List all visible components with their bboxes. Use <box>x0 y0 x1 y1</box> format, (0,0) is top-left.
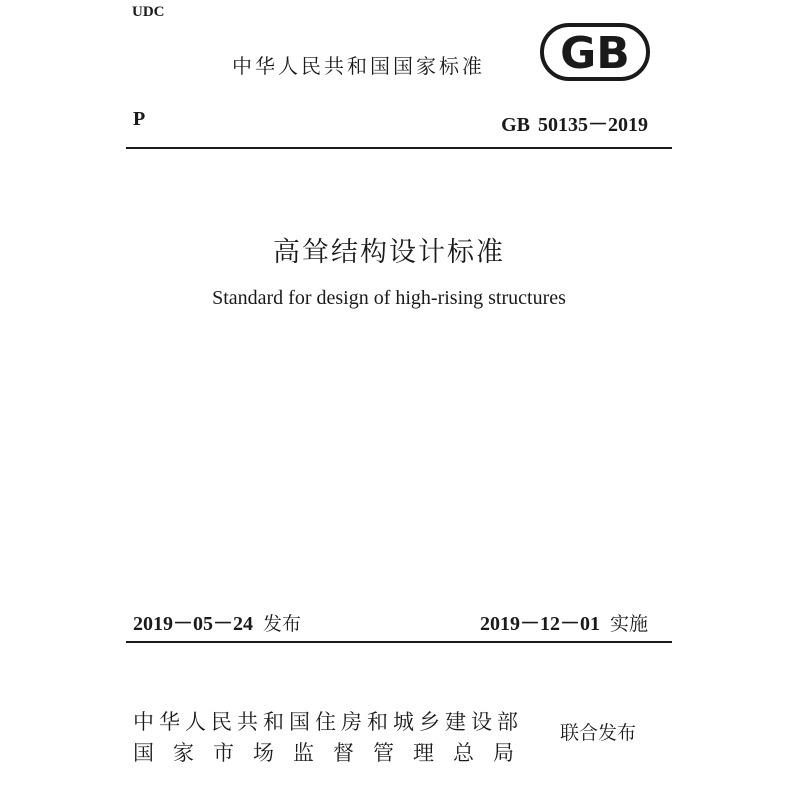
standard-number: GB 50135－2019 <box>501 114 648 136</box>
title-chinese: 高耸结构设计标准 <box>273 237 505 268</box>
implement-date: 2019－12－01 <box>479 613 600 635</box>
title-english: Standard for design of high-rising structures <box>212 287 566 309</box>
issue-label: 发布 <box>263 613 302 635</box>
classification-code: P <box>133 108 146 130</box>
issue-date-block <box>133 607 301 636</box>
udc-label: UDC <box>132 4 165 20</box>
gb-logo <box>540 22 650 82</box>
issue-date: 2019－05－24 <box>133 613 253 635</box>
implement-label: 实施 <box>609 613 648 635</box>
implement-date-block <box>480 607 648 636</box>
publisher-line-1: 中华人民共和国住房和城乡建设部 <box>133 710 523 734</box>
gb-logo-text: GB <box>560 28 630 79</box>
top-divider <box>126 147 672 149</box>
joint-publish-label: 联合发布 <box>560 722 637 744</box>
publisher-line-2: 国家市场监督管理总局 <box>133 741 533 765</box>
national-standard-label: 中华人民共和国国家标准 <box>232 54 485 78</box>
bottom-divider <box>126 641 672 643</box>
